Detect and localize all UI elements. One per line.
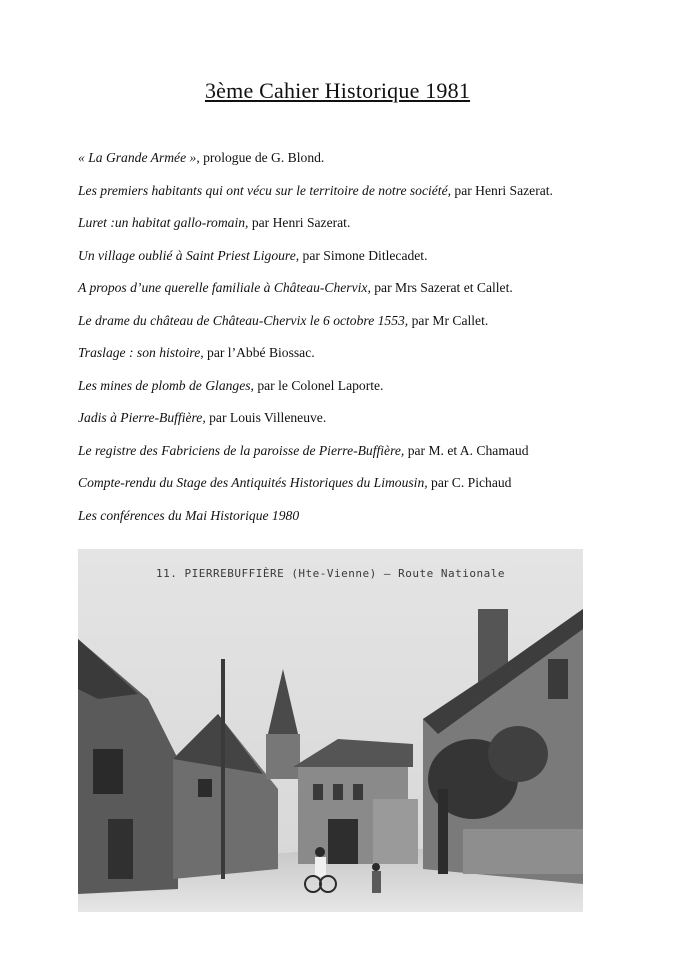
list-item (78, 280, 638, 313)
list-item (78, 313, 638, 346)
article-title: Un village oublié à Saint Priest Ligoure, (78, 247, 300, 263)
article-author: par Mrs Sazerat et Callet. (370, 280, 513, 295)
article-title: A propos d’une querelle familiale à Château-Chervix, (78, 280, 371, 295)
village-street-illustration (78, 549, 583, 912)
article-title: Les premiers habitants qui ont vécu sur le territoire de notre société, (78, 182, 452, 198)
article-author: par C. Pichaud (427, 475, 512, 490)
list-item (78, 475, 638, 508)
article-author: par l’Abbé Biossac. (203, 345, 315, 360)
article-title: Le registre des Fabriciens de la paroisse de Pierre-Buffière, (78, 442, 405, 458)
photo-caption: 11. PIERREBUFFIÈRE (Hte-Vienne) – Route Nationale (155, 567, 505, 580)
article-author: par M. et A. Chamaud (404, 442, 529, 458)
list-item (78, 345, 638, 378)
article-author: par Henri Sazerat. (451, 182, 553, 198)
list-item (78, 378, 638, 411)
list-item (78, 215, 638, 248)
article-author: par Louis Villeneuve. (205, 410, 327, 425)
article-title: Jadis à Pierre-Buffière, (78, 410, 206, 425)
article-title: Le drame du château de Château-Chervix le 6 octobre 1553, (78, 312, 409, 328)
list-item (78, 248, 638, 281)
list-item (78, 410, 638, 443)
article-title: Traslage : son histoire, (78, 345, 204, 360)
article-author: par le Colonel Laporte. (253, 377, 384, 393)
article-title: Luret :un habitat gallo-romain, (78, 215, 249, 230)
list-item (78, 183, 638, 216)
list-item (78, 508, 638, 541)
article-title: Les mines de plomb de Glanges, (78, 377, 254, 393)
article-author: par Simone Ditlecadet. (299, 247, 428, 263)
list-item (78, 150, 638, 183)
article-title: « La Grande Armée » (78, 150, 197, 165)
contents-list (78, 150, 638, 540)
article-author: par Henri Sazerat. (248, 215, 351, 230)
page-title: 3ème Cahier Historique 1981 (204, 78, 471, 103)
article-author: , prologue de G. Blond. (196, 150, 325, 165)
postcard-photo (78, 549, 583, 912)
article-author: par Mr Callet. (408, 312, 489, 328)
list-item (78, 443, 638, 476)
article-title: Les conférences du Mai Historique 1980 (78, 507, 300, 523)
article-title: Compte-rendu du Stage des Antiquités Historiques du Limousin, (78, 475, 428, 490)
